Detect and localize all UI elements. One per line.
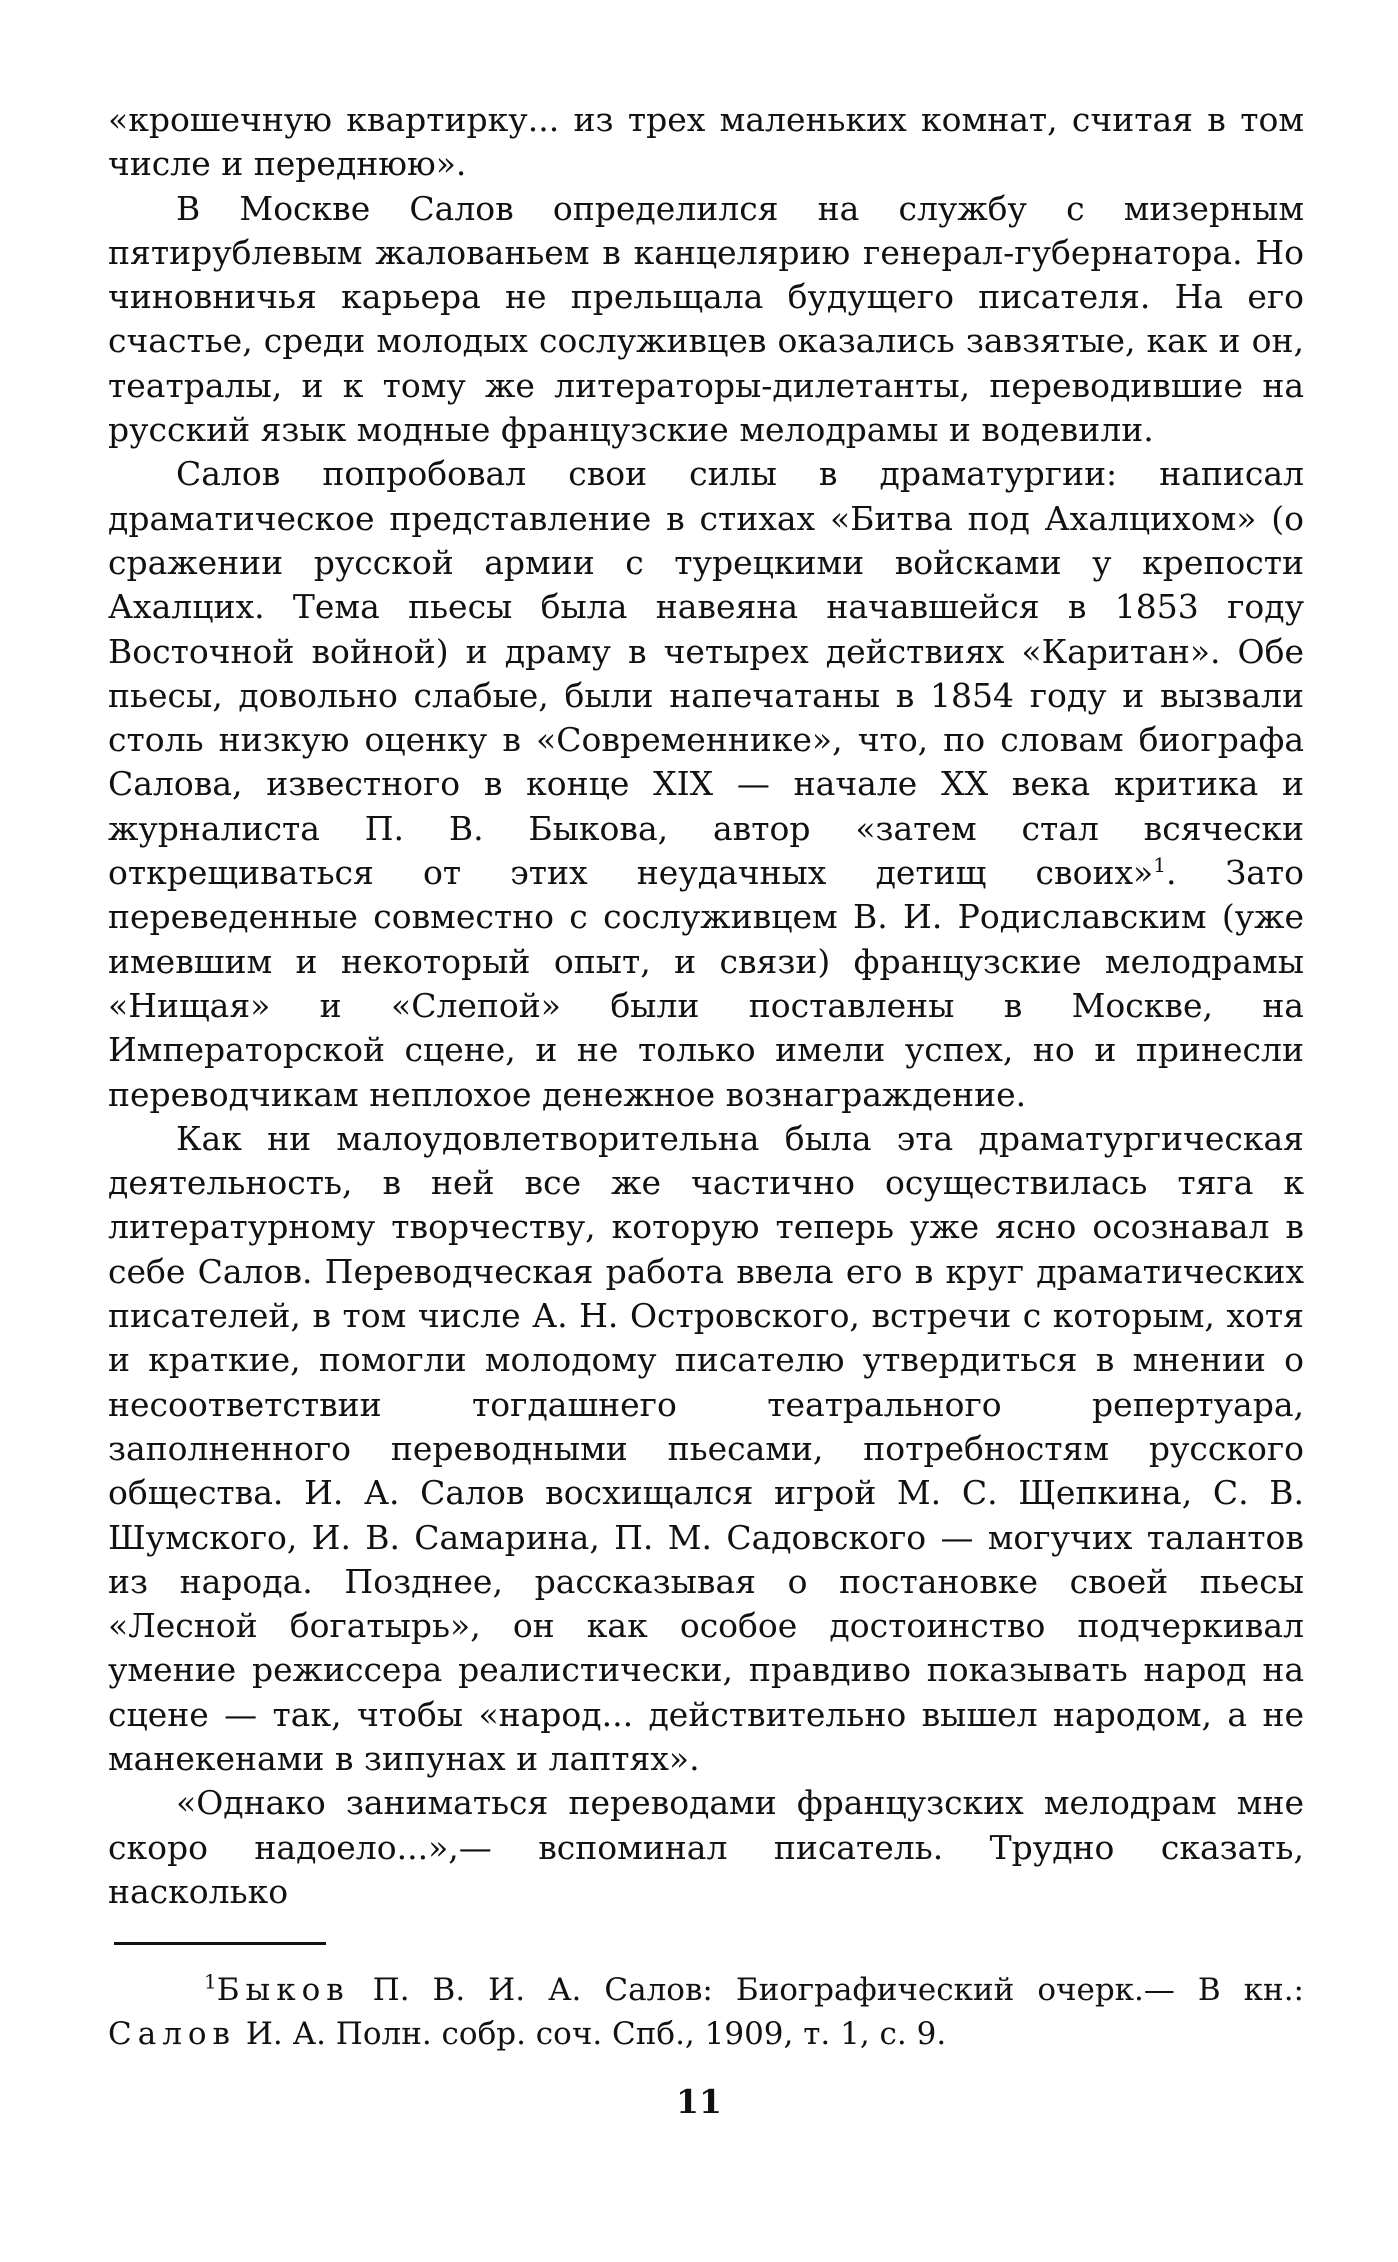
paragraph-3-continuation: . Зато переведенные совместно с сослуживцем В. И. Родиславским (уже имевшим и некоторый опыт, и связи) французские мелодрамы «Нищая» и «Слепой» были поставлены в Москве, на Императорской сцене, и не только имели успех, но и принесли переводчикам неплохое денежное вознаграждение. bbox=[108, 853, 1304, 1114]
footnote-text-1: П. В. И. А. Салов: Биографический очерк.— В кн.: bbox=[349, 1972, 1304, 2008]
paragraph-3-text: Салов попробовал свои силы в драматургии: написал драматическое представление в стихах «Битва под Ахалцихом» (о сражении русской армии с турецкими войсками у крепости Ахалцих. Тема пьесы была навеяна начавшейся в 1853 году Восточной войной) и драму в четырех действиях «Каритан». Обе пьесы, довольно слабые, были напечатаны в 1854 году и вызвали столь низкую оценку в «Современнике», что, по словам биографа Салова, известного в конце XIX — начале XX века критика и журналиста П. В. Быкова, автор «затем стал всячески открещиваться от этих неудачных детищ своих» bbox=[108, 454, 1304, 893]
footnote-author-2: Салов bbox=[108, 2016, 237, 2052]
paragraph-1: «крошечную квартирку... из трех маленьких комнат, считая в том числе и переднюю». bbox=[108, 100, 1304, 184]
paragraph-2: В Москве Салов определился на службу с мизерным пятирублевым жалованьем в канцелярию генерал-губернатора. Но чиновничья карьера не прельщала будущего писателя. На его счастье, среди молодых сослуживцев оказались завзятые, как и он, театралы, и к тому же литераторы-дилетанты, переводившие на русский язык модные французские мелодрамы и водевили. bbox=[108, 188, 1304, 450]
footnote-text-2: И. А. Полн. собр. соч. Спб., 1909, т. 1, с. 9. bbox=[236, 2016, 947, 2052]
footnote-mark: 1 bbox=[204, 1969, 217, 1994]
page-number: 11 bbox=[676, 2082, 722, 2121]
page-body bbox=[108, 98, 1304, 1914]
footnote-divider bbox=[114, 1942, 326, 1945]
paragraph-4: Как ни малоудовлетворительна была эта драматургическая деятельность, в ней все же частично осуществилась тяга к литературному творчеству, которую теперь уже ясно осознавал в себе Салов. Переводческая работа ввела его в круг драматических писателей, в том числе А. Н. Островского, встречи с которым, хотя и краткие, помогли молодому писателю утвердиться в мнении о несоответствии тогдашнего театрального репертуара, заполненного переводными пьесами, потребностям русского общества. И. А. Салов восхищался игрой М. С. Щепкина, С. В. Шумского, И. В. Самарина, П. М. Садовского — могучих талантов из народа. Позднее, рассказывая о постановке своей пьесы «Лесной богатырь», он как особое достоинство подчеркивал умение режиссера реалистически, правдиво показывать народ на сцене — так, чтобы «народ... действительно вышел народом, а не манекенами в зипунах и лаптях». bbox=[108, 1118, 1304, 1778]
footnote-reference[interactable]: 1 bbox=[1153, 853, 1166, 878]
paragraph-5: «Однако заниматься переводами французских мелодрам мне скоро надоело...»,— вспоминал писатель. Трудно сказать, насколько bbox=[108, 1783, 1304, 1911]
footnote-author-1: Быков bbox=[216, 1972, 350, 2008]
paragraph-3 bbox=[108, 452, 1304, 1116]
footnote bbox=[108, 1968, 1304, 2056]
